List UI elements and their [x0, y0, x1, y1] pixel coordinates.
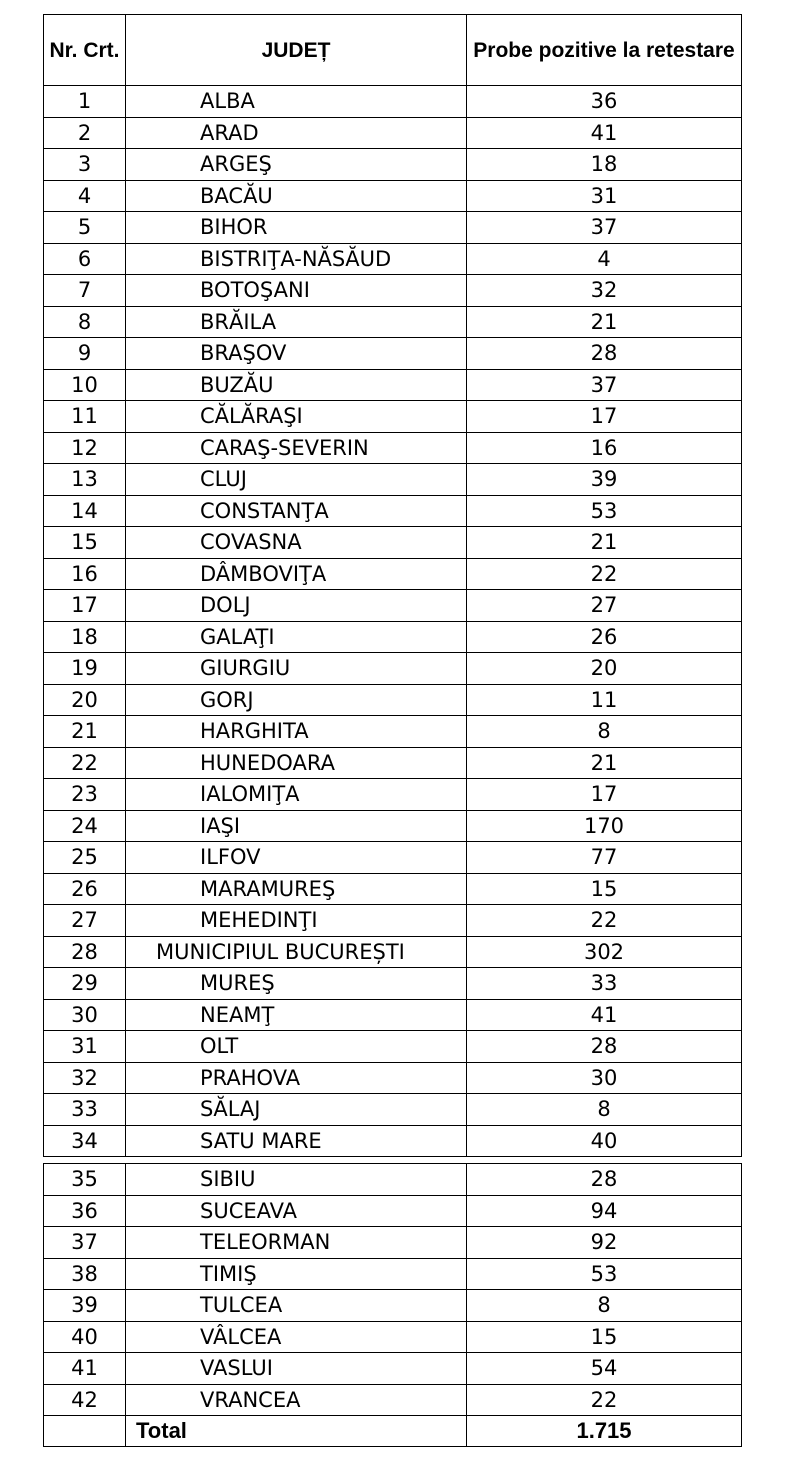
row-judet: OLT: [126, 1031, 467, 1063]
table-row: [44, 432, 742, 464]
row-probe: 30: [467, 1062, 742, 1094]
row-nr: 13: [44, 464, 126, 496]
header-nr: Nr. Crt.: [44, 15, 126, 86]
row-nr: 35: [44, 1164, 126, 1196]
row-nr: 17: [44, 590, 126, 622]
total-value: 1.715: [467, 1416, 742, 1447]
row-judet: ILFOV: [126, 842, 467, 874]
row-probe: 54: [467, 1353, 742, 1385]
table-row: [44, 999, 742, 1031]
row-judet: VASLUI: [126, 1353, 467, 1385]
row-nr: 34: [44, 1125, 126, 1157]
header-row: [44, 15, 742, 86]
table-row: [44, 180, 742, 212]
row-judet: CONSTANŢA: [126, 495, 467, 527]
table-row: [44, 716, 742, 748]
row-nr: 5: [44, 212, 126, 244]
table-row: [44, 747, 742, 779]
row-judet: MUREŞ: [126, 968, 467, 1000]
row-nr: 18: [44, 621, 126, 653]
row-judet: GALAŢI: [126, 621, 467, 653]
total-nr-cell: [44, 1416, 126, 1447]
row-probe: 8: [467, 1094, 742, 1126]
row-probe: 302: [467, 936, 742, 968]
row-judet: BACĂU: [126, 180, 467, 212]
row-judet: MEHEDINŢI: [126, 905, 467, 937]
table-row: [44, 1031, 742, 1063]
row-nr: 14: [44, 495, 126, 527]
table-row: [44, 527, 742, 559]
row-nr: 37: [44, 1227, 126, 1259]
row-judet: DOLJ: [126, 590, 467, 622]
row-nr: 31: [44, 1031, 126, 1063]
row-probe: 28: [467, 1164, 742, 1196]
row-judet: SUCEAVA: [126, 1195, 467, 1227]
row-judet: DÂMBOVIŢA: [126, 558, 467, 590]
row-nr: 11: [44, 401, 126, 433]
table-row: [44, 810, 742, 842]
row-judet: HARGHITA: [126, 716, 467, 748]
row-judet: BUZĂU: [126, 369, 467, 401]
row-nr: 12: [44, 432, 126, 464]
row-probe: 77: [467, 842, 742, 874]
row-nr: 10: [44, 369, 126, 401]
row-nr: 42: [44, 1384, 126, 1416]
table-row: [44, 558, 742, 590]
row-nr: 41: [44, 1353, 126, 1385]
table-row: [44, 1258, 742, 1290]
results-table-part-1: [43, 14, 742, 1157]
row-judet: PRAHOVA: [126, 1062, 467, 1094]
row-judet: BISTRIŢA-NĂSĂUD: [126, 243, 467, 275]
row-judet: IALOMIŢA: [126, 779, 467, 811]
total-row: [44, 1416, 742, 1447]
header-judet: JUDEȚ: [126, 15, 467, 86]
row-nr: 36: [44, 1195, 126, 1227]
row-nr: 16: [44, 558, 126, 590]
row-nr: 2: [44, 117, 126, 149]
results-table-part-2: [43, 1163, 742, 1447]
table-row: [44, 1195, 742, 1227]
row-nr: 26: [44, 873, 126, 905]
table-row: [44, 653, 742, 685]
row-probe: 17: [467, 401, 742, 433]
row-probe: 27: [467, 590, 742, 622]
table-row: [44, 873, 742, 905]
row-judet: GORJ: [126, 684, 467, 716]
table-row: [44, 1353, 742, 1385]
row-probe: 8: [467, 1290, 742, 1322]
table-row: [44, 401, 742, 433]
row-judet: SATU MARE: [126, 1125, 467, 1157]
row-probe: 40: [467, 1125, 742, 1157]
row-judet: SIBIU: [126, 1164, 467, 1196]
table-body-part-1: [44, 86, 742, 1157]
row-probe: 37: [467, 369, 742, 401]
row-probe: 28: [467, 338, 742, 370]
row-nr: 19: [44, 653, 126, 685]
row-judet: ARGEŞ: [126, 149, 467, 181]
row-probe: 20: [467, 653, 742, 685]
row-judet: BIHOR: [126, 212, 467, 244]
row-judet: HUNEDOARA: [126, 747, 467, 779]
row-probe: 22: [467, 905, 742, 937]
row-probe: 31: [467, 180, 742, 212]
table-row: [44, 684, 742, 716]
row-judet: VÂLCEA: [126, 1321, 467, 1353]
row-probe: 15: [467, 1321, 742, 1353]
row-probe: 15: [467, 873, 742, 905]
results-sheet: [43, 14, 741, 1447]
row-probe: 4: [467, 243, 742, 275]
row-nr: 3: [44, 149, 126, 181]
row-nr: 1: [44, 86, 126, 118]
table-row: [44, 968, 742, 1000]
row-nr: 38: [44, 1258, 126, 1290]
row-judet: MARAMUREŞ: [126, 873, 467, 905]
table-body-part-2: [44, 1164, 742, 1416]
row-judet: VRANCEA: [126, 1384, 467, 1416]
row-nr: 28: [44, 936, 126, 968]
row-nr: 21: [44, 716, 126, 748]
row-probe: 18: [467, 149, 742, 181]
row-judet: TULCEA: [126, 1290, 467, 1322]
table-row: [44, 338, 742, 370]
row-nr: 4: [44, 180, 126, 212]
table-row: [44, 1227, 742, 1259]
row-judet: TIMIŞ: [126, 1258, 467, 1290]
table-row: [44, 1384, 742, 1416]
row-probe: 41: [467, 117, 742, 149]
row-probe: 53: [467, 1258, 742, 1290]
row-probe: 39: [467, 464, 742, 496]
row-judet: TELEORMAN: [126, 1227, 467, 1259]
row-probe: 22: [467, 558, 742, 590]
row-probe: 21: [467, 527, 742, 559]
row-nr: 39: [44, 1290, 126, 1322]
table-row: [44, 1125, 742, 1157]
row-judet: SĂLAJ: [126, 1094, 467, 1126]
row-nr: 22: [44, 747, 126, 779]
table-row: [44, 1321, 742, 1353]
row-judet: CLUJ: [126, 464, 467, 496]
table-row: [44, 842, 742, 874]
row-probe: 11: [467, 684, 742, 716]
row-judet: BOTOŞANI: [126, 275, 467, 307]
table-row: [44, 905, 742, 937]
row-nr: 29: [44, 968, 126, 1000]
row-probe: 21: [467, 747, 742, 779]
table-row: [44, 495, 742, 527]
total-label: Total: [126, 1416, 467, 1447]
row-probe: 32: [467, 275, 742, 307]
row-nr: 15: [44, 527, 126, 559]
row-judet: CĂLĂRAŞI: [126, 401, 467, 433]
table-row: [44, 1094, 742, 1126]
header-probe: Probe pozitive la retestare: [467, 15, 742, 86]
row-nr: 27: [44, 905, 126, 937]
row-probe: 36: [467, 86, 742, 118]
row-judet: GIURGIU: [126, 653, 467, 685]
table-row: [44, 275, 742, 307]
row-probe: 41: [467, 999, 742, 1031]
row-probe: 22: [467, 1384, 742, 1416]
row-judet: COVASNA: [126, 527, 467, 559]
row-nr: 30: [44, 999, 126, 1031]
table-row: [44, 590, 742, 622]
row-probe: 94: [467, 1195, 742, 1227]
row-probe: 33: [467, 968, 742, 1000]
table-row: [44, 936, 742, 968]
row-judet: ALBA: [126, 86, 467, 118]
table-row: [44, 1164, 742, 1196]
table-row: [44, 464, 742, 496]
table-row: [44, 243, 742, 275]
row-nr: 24: [44, 810, 126, 842]
row-judet: BRAŞOV: [126, 338, 467, 370]
row-nr: 40: [44, 1321, 126, 1353]
table-row: [44, 1290, 742, 1322]
row-probe: 92: [467, 1227, 742, 1259]
table-header: [44, 15, 742, 86]
row-probe: 28: [467, 1031, 742, 1063]
row-probe: 37: [467, 212, 742, 244]
table-row: [44, 779, 742, 811]
row-nr: 20: [44, 684, 126, 716]
row-nr: 23: [44, 779, 126, 811]
row-probe: 8: [467, 716, 742, 748]
table-row: [44, 621, 742, 653]
row-judet: IAŞI: [126, 810, 467, 842]
row-nr: 6: [44, 243, 126, 275]
row-judet: ARAD: [126, 117, 467, 149]
row-nr: 33: [44, 1094, 126, 1126]
row-nr: 8: [44, 306, 126, 338]
row-probe: 21: [467, 306, 742, 338]
table-row: [44, 212, 742, 244]
table-row: [44, 149, 742, 181]
row-judet: CARAŞ-SEVERIN: [126, 432, 467, 464]
table-row: [44, 306, 742, 338]
row-judet: MUNICIPIUL BUCUREȘTI: [126, 936, 467, 968]
row-judet: NEAMŢ: [126, 999, 467, 1031]
row-probe: 53: [467, 495, 742, 527]
row-nr: 32: [44, 1062, 126, 1094]
table-row: [44, 1062, 742, 1094]
row-probe: 26: [467, 621, 742, 653]
table-row: [44, 86, 742, 118]
table-row: [44, 117, 742, 149]
row-nr: 9: [44, 338, 126, 370]
row-probe: 17: [467, 779, 742, 811]
table-row: [44, 369, 742, 401]
row-nr: 7: [44, 275, 126, 307]
row-probe: 170: [467, 810, 742, 842]
row-probe: 16: [467, 432, 742, 464]
table-footer: [44, 1416, 742, 1447]
row-judet: BRĂILA: [126, 306, 467, 338]
row-nr: 25: [44, 842, 126, 874]
